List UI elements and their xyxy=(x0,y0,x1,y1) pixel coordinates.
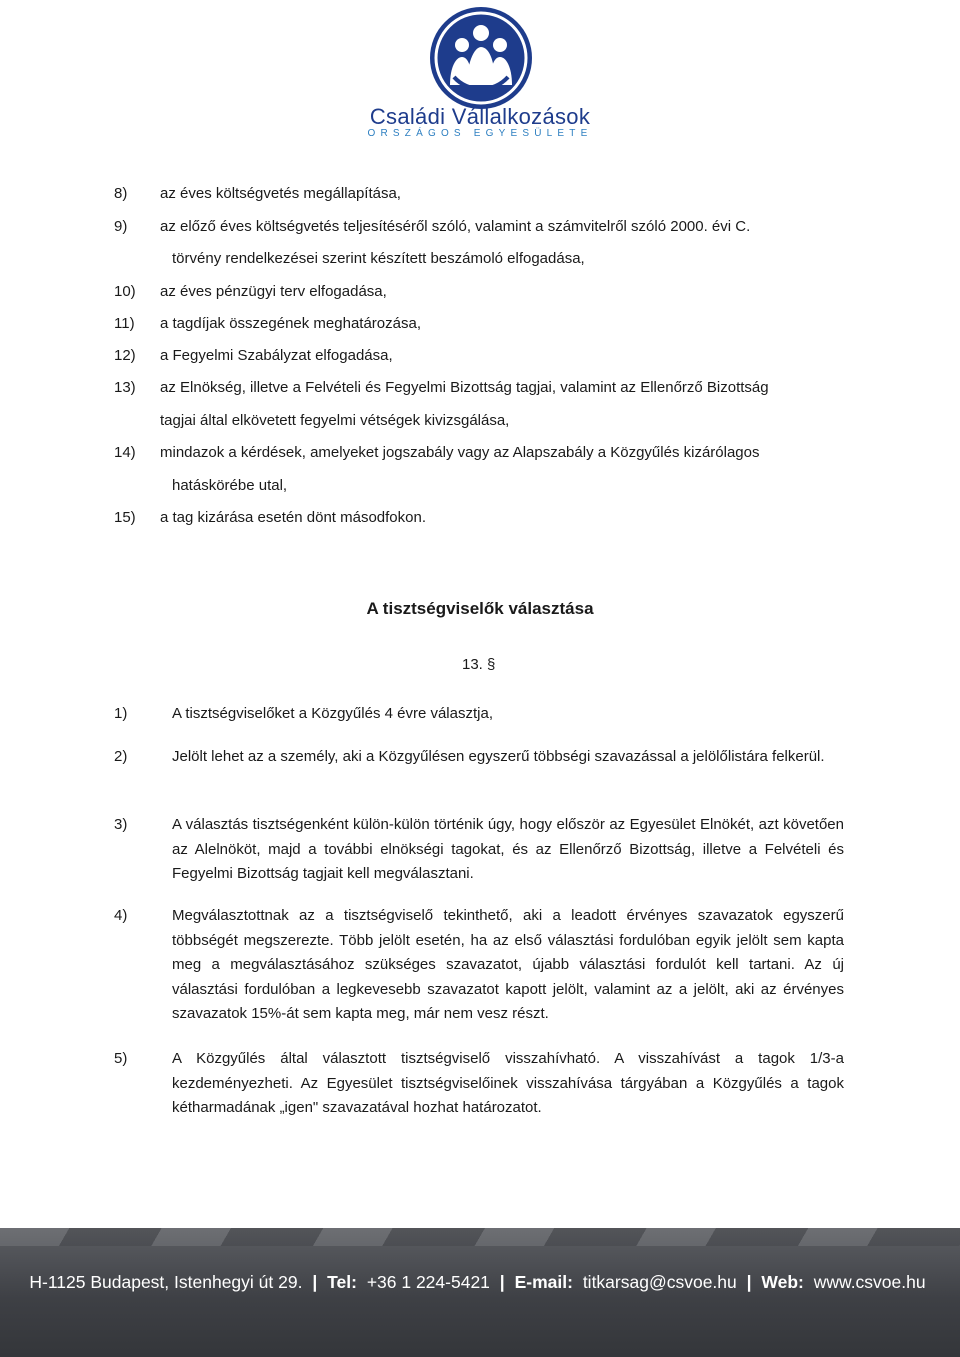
footer-contact xyxy=(0,1272,960,1293)
footer-separator: | xyxy=(499,1272,505,1292)
paragraph-number: 3) xyxy=(114,816,128,833)
list-item-number: 8) xyxy=(114,185,128,202)
footer-email-link[interactable]: titkarsag@csvoe.hu xyxy=(582,1272,737,1292)
footer-bar xyxy=(0,1228,960,1357)
paragraph-number: 5) xyxy=(114,1050,128,1067)
list-item-number: 13) xyxy=(114,379,136,396)
list-item-text: az éves pénzügyi terv elfogadása, xyxy=(160,283,387,300)
paragraph-number: 1) xyxy=(114,705,128,722)
footer-separator: | xyxy=(312,1272,318,1292)
paragraph-text: A tisztségviselőket a Közgyűlés 4 évre választja, xyxy=(172,705,493,722)
list-item-text: a Fegyelmi Szabályzat elfogadása, xyxy=(160,347,393,364)
list-item-continuation: tagjai által elkövetett fegyelmi vétségek kivizsgálása, xyxy=(160,412,510,429)
paragraph-number: 4) xyxy=(114,907,128,924)
brand-subtitle: ORSZÁGOS EGYESÜLETE xyxy=(367,128,593,139)
list-item-number: 14) xyxy=(114,444,136,461)
list-item-number: 12) xyxy=(114,347,136,364)
list-item-text: a tagdíjak összegének meghatározása, xyxy=(160,315,421,332)
list-item-number: 9) xyxy=(114,218,128,235)
footer-separator: | xyxy=(746,1272,752,1292)
section-heading: A tisztségviselők választása xyxy=(366,599,594,618)
footer-tel-label: Tel: xyxy=(327,1272,357,1292)
paragraph-text: A Közgyűlés által választott tisztségviselő visszahívható. A visszahívást a tagok 1/3-a kezdeményezheti. Az Egyesület tisztségviselőinek visszahívása tárgyában a Közgyűlés a tagok kétharmadának „igen" szavazatával hozhat határozatot. xyxy=(172,1050,844,1116)
paragraph-number: 2) xyxy=(114,748,128,765)
footer-email-label: E-mail: xyxy=(514,1272,573,1292)
list-item-text: mindazok a kérdések, amelyeket jogszabály vagy az Alapszabály a Közgyűlés kizárólagos xyxy=(160,444,760,461)
paragraph-mark: 13. § xyxy=(462,656,496,673)
brand-name: Családi Vállalkozások xyxy=(369,104,591,129)
list-item-number: 11) xyxy=(114,315,135,332)
footer-web-link[interactable]: www.csvoe.hu xyxy=(813,1272,926,1292)
paragraph-text: Megválasztottnak az a tisztségviselő tekinthető, aki a leadott érvényes szavazatok egyszerű többségét megszerezte. Több jelölt esetén, ha az első választási fordulóban egyik jelölt sem kapta meg a megválasztásához szükséges szavazatot, újabb választási fordulót kell tartani. Az új választási fordulóban a legkevesebb szavazatot kapott jelölt, valamint az a jelölt, aki az érvényes szavazatok 15%-át sem kapta meg, már nem vesz részt. xyxy=(172,907,844,1022)
list-item-text: az előző éves költségvetés teljesítéséről szóló, valamint a számvitelről szóló 2000. évi C. xyxy=(160,218,751,235)
paragraph-text: Jelölt lehet az a személy, aki a Közgyűlésen egyszerű többségi szavazással a jelölőlistára felkerül. xyxy=(172,748,825,765)
footer-tel[interactable]: +36 1 224-5421 xyxy=(366,1272,490,1292)
list-item-text: a tag kizárása esetén dönt másodfokon. xyxy=(160,509,427,526)
footer-web-label: Web: xyxy=(761,1272,804,1292)
family-logo-icon xyxy=(428,5,534,111)
list-item-text: az Elnökség, illetve a Felvételi és Fegyelmi Bizottság tagjai, valamint az Ellenőrző Bizottság xyxy=(160,379,769,396)
list-item-number: 15) xyxy=(114,509,136,526)
header-logo xyxy=(0,0,960,145)
list-item-text: az éves költségvetés megállapítása, xyxy=(160,185,401,202)
list-item-continuation: hatáskörébe utal, xyxy=(172,477,288,494)
list-item-number: 10) xyxy=(114,283,136,300)
footer-decoration xyxy=(0,1228,960,1246)
paragraph-text: A választás tisztségenként külön-külön történik úgy, hogy először az Egyesület Elnökét, azt követően az Alelnököt, majd a további elnökségi tagokat, és az Ellenőrző Bizottság, illetve a Felvételi és Fegyelmi Bizottság tagjait kell megválasztani. xyxy=(172,816,844,882)
footer-address: H-1125 Budapest, Istenhegyi út 29. xyxy=(29,1272,303,1292)
list-item-continuation: törvény rendelkezései szerint készített beszámoló elfogadása, xyxy=(172,250,585,267)
